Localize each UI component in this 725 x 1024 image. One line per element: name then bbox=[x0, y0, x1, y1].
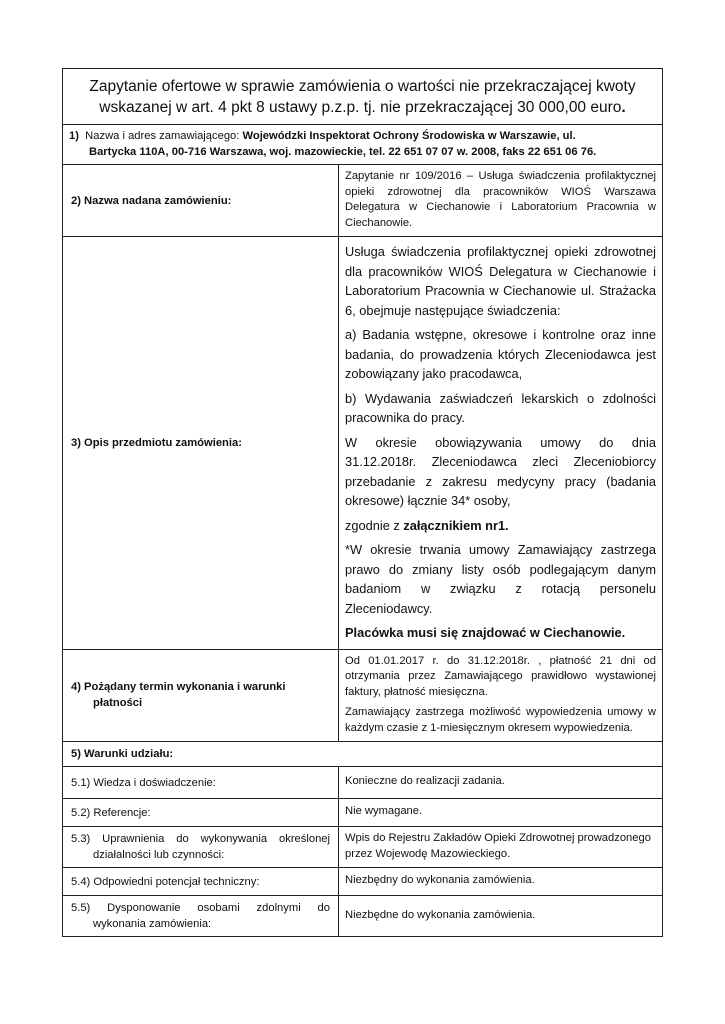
section-2-value bbox=[339, 165, 663, 237]
section-5-header-row bbox=[63, 742, 663, 767]
document-title bbox=[63, 69, 663, 125]
section-4-label bbox=[63, 649, 339, 742]
section-5-5-row bbox=[63, 896, 663, 937]
section-5-3-label bbox=[63, 827, 339, 868]
section-5-2-row bbox=[63, 799, 663, 827]
section-3-paragraph-5 bbox=[345, 516, 656, 536]
section-5-2-value: Nie wymagane. bbox=[339, 799, 663, 827]
section-5-4-row bbox=[63, 868, 663, 896]
section-3-paragraph-6: *W okresie trwania umowy Zamawiający zastrzega prawo do zmiany listy osób podlegającym danym badaniom w związku z rotacją personelu Zleceniodawcy. bbox=[345, 542, 656, 616]
section-5-1-value: Konieczne do realizacji zadania. bbox=[339, 767, 663, 799]
section-3-paragraph-5-prefix: zgodnie z bbox=[345, 517, 404, 533]
section-2-value-text: Zapytanie nr 109/2016 – Usługa świadczenia profilaktycznej opieki zdrowotnej dla pracowników WIOŚ Warszawa Delegatura w Ciechanowie i Laboratorium Pracownia w Ciechanowie. bbox=[345, 170, 656, 229]
section-5-1-label: 5.1) Wiedza i doświadczenie: bbox=[63, 767, 339, 799]
title-period: . bbox=[621, 99, 626, 116]
section-1-number: 1) bbox=[69, 130, 79, 142]
section-5-2-label: 5.2) Referencje: bbox=[63, 799, 339, 827]
section-5-5-label bbox=[63, 896, 339, 937]
section-4-paragraph-1: Od 01.01.2017 r. do 31.12.2018r. , płatność 21 dni od otrzymania przez Zamawiającego prawidłowo wystawionej faktury, płatność miesięczna. bbox=[345, 654, 656, 698]
section-3-paragraph-4: W okresie obowiązywania umowy do dnia 31.12.2018r. Zleceniodawca zleci Zleceniobiorcy przebadanie z zakresu medycyny pracy (badania okresowe) łącznie 34* osoby, bbox=[345, 434, 656, 508]
section-3-label-text: 3) Opis przedmiotu zamówienia: bbox=[71, 436, 242, 449]
section-4-paragraph-2: Zamawiający zastrzega możliwość wypowiedzenia umowy w każdym czasie z 1-miesięcznym okresem wypowiedzenia. bbox=[345, 706, 656, 734]
form-table bbox=[62, 68, 663, 937]
section-5-3-value: Wpis do Rejestru Zakładów Opieki Zdrowotnej prowadzonego przez Wojewodę Mazowieckiego. bbox=[339, 827, 663, 868]
section-2-label-text: 2) Nazwa nadana zamówieniu: bbox=[71, 194, 232, 207]
section-5-3-row bbox=[63, 827, 663, 868]
attachment-reference: załącznikiem nr1. bbox=[403, 517, 509, 533]
section-3-location-requirement: Placówka musi się znajdować w Ciechanowie. bbox=[345, 625, 626, 640]
section-5-4-value: Niezbędny do wykonania zamówienia. bbox=[339, 868, 663, 896]
section-1-label: Nazwa i adres zamawiającego: bbox=[85, 130, 243, 142]
section-1-value-line-2: Bartycka 110A, 00-716 Warszawa, woj. mazowieckie, tel. 22 651 07 07 w. 2008, faks 22 651 06 76. bbox=[89, 146, 597, 158]
section-3-label bbox=[63, 237, 339, 650]
section-5-4-label: 5.4) Odpowiedni potencjał techniczny: bbox=[63, 868, 339, 896]
title-line-1: Zapytanie ofertowe w sprawie zamówienia o wartości nie przekraczającej kwoty bbox=[89, 78, 636, 95]
section-5-3-label-text: 5.3) Uprawnienia do wykonywania określonej działalności lub czynności: bbox=[71, 833, 330, 861]
section-5-5-value: Niezbędne do wykonania zamówienia. bbox=[339, 896, 663, 937]
section-3-paragraph-3: b) Wydawania zaświadczeń lekarskich o zdolności pracownika do pracy. bbox=[345, 390, 656, 425]
section-3-paragraph-1: Usługa świadczenia profilaktycznej opieki zdrowotnej dla pracowników WIOŚ Delegatura w Ciechanowie i Laboratorium Pracownia w Ciechanowie ul. Strażacka 6, obejmuje następujące świadczenia: bbox=[345, 244, 656, 318]
section-3-row bbox=[63, 237, 663, 650]
section-4-row bbox=[63, 649, 663, 742]
section-1-row bbox=[63, 125, 663, 165]
section-4-label-text: 4) Pożądany termin wykonania i warunki płatności bbox=[71, 681, 286, 710]
section-3-value bbox=[339, 237, 663, 650]
title-row bbox=[63, 69, 663, 125]
title-line-2: wskazanej w art. 4 pkt 8 ustawy p.z.p. tj. nie przekraczającej 30 000,00 euro bbox=[99, 99, 622, 116]
section-1-value-line-1: Wojewódzki Inspektorat Ochrony Środowiska w Warszawie, ul. bbox=[242, 130, 576, 142]
section-2-label bbox=[63, 165, 339, 237]
section-2-row bbox=[63, 165, 663, 237]
section-5-heading: 5) Warunki udziału: bbox=[63, 742, 663, 767]
section-5-5-label-text: 5.5) Dysponowanie osobami zdolnymi do wykonania zamówienia: bbox=[71, 902, 330, 930]
section-3-paragraph-2: a) Badania wstępne, okresowe i kontrolne oraz inne badania, do prowadzenia których Zleceniodawca jest zobowiązany jako pracodawca, bbox=[345, 327, 656, 381]
section-1-cell bbox=[63, 125, 663, 165]
section-4-value bbox=[339, 649, 663, 742]
section-5-1-row bbox=[63, 767, 663, 799]
document-page bbox=[62, 68, 662, 937]
